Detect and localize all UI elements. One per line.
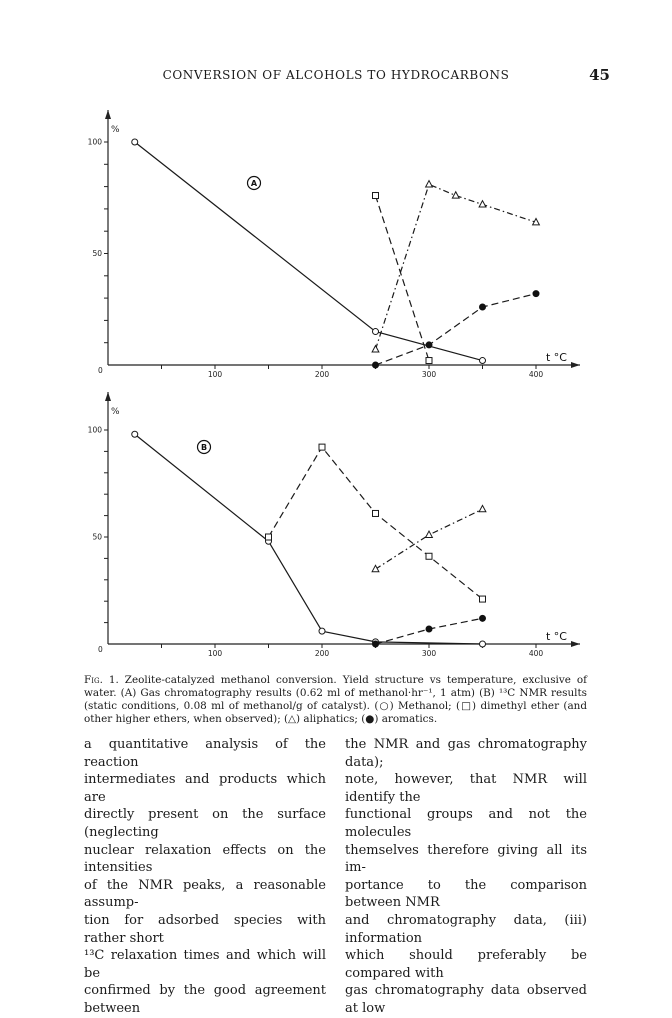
origin-label: 0 [98,645,103,654]
running-head [0,66,672,86]
point-aliphatics [479,505,486,511]
caption-label: Fig. 1. [84,674,119,686]
text-line: ¹³C relaxation times and which will be [84,948,326,981]
x-tick-label: 300 [421,649,437,658]
point-dimethyl-ether [426,553,432,559]
y-axis-label: % [111,125,120,135]
x-tick-label: 200 [314,649,330,658]
text-line: tion for adsorbed species with rather short [84,912,326,946]
point-aromatics [373,641,379,647]
series-line-square-open [269,447,483,599]
text-line: and chromatography data, (iii) information [345,912,587,946]
x-axis-label: t °C [546,351,567,364]
text-line: portance to the comparison between NMR [345,877,587,911]
point-aromatics [426,626,432,632]
y-axis-label: % [111,407,120,417]
point-dimethyl-ether [266,534,272,540]
point-aliphatics [372,565,379,571]
series-line-triangle-open [376,509,483,569]
text-line: functional groups and not the molecules [345,807,587,840]
point-aromatics [426,342,432,348]
point-dimethyl-ether [319,444,325,450]
text-line: intermediates and products which are [84,772,326,805]
running-title: CONVERSION OF ALCOHOLS TO HYDROCARBONS [162,68,510,82]
point-aromatics [480,304,486,310]
x-axis-arrow-icon [571,641,580,647]
y-tick-label: 100 [87,137,102,147]
point-methanol [132,139,138,145]
y-axis-arrow-icon [105,110,111,119]
text-line: themselves therefore giving all its im- [345,842,587,876]
figure-1 [0,100,672,665]
y-tick-label: 100 [87,425,102,435]
point-aromatics [373,362,379,368]
series-line-circle-filled [376,294,537,365]
text-line: of the NMR peaks, a reasonable assump- [84,877,326,911]
point-aliphatics [426,531,433,537]
x-tick-label: 400 [528,649,544,658]
panel-label: A [250,179,258,188]
point-aliphatics [372,346,379,352]
figure-caption [84,674,587,726]
text-line: the NMR and gas chromatography data); [345,737,587,770]
page-number: 45 [589,66,610,84]
point-methanol [373,329,379,335]
point-dimethyl-ether [426,358,432,364]
caption-text: Zeolite-catalyzed methanol conversion. Yield structure vs temperature, exclusive of water. (A) Gas chromatography results (0.62 ml of methanol·hr⁻¹, 1 atm) (B) ¹³C NMR results (static conditions, 0.08 ml of methanol/g of catalyst). (○) Methanol; (□) dimethyl ether (and other higher ethers, when observed); (△) aliphatics; (●) aromatics. [84,674,587,725]
point-dimethyl-ether [373,510,379,516]
series-line-triangle-open [376,184,537,349]
x-axis-label: t °C [546,630,567,643]
series-line-circle-open [135,142,483,361]
text-line: gas chromatography data observed at low [345,983,587,1016]
point-methanol [480,358,486,364]
point-dimethyl-ether [480,596,486,602]
point-methanol [132,431,138,437]
series-line-circle-open [135,434,483,644]
text-line: nuclear relaxation effects on the intensities [84,842,326,876]
x-tick-label: 400 [528,370,544,379]
left-column [84,736,326,1018]
right-column [345,736,587,1018]
text-line: directly present on the surface (neglecting [84,807,326,840]
x-tick-label: 100 [207,370,223,379]
origin-label: 0 [98,366,103,375]
text-line: a quantitative analysis of the reaction [84,737,326,770]
panel-b-chart [88,392,580,658]
panel-label: B [200,443,208,452]
text-line: confirmed by the good agreement between [84,983,326,1016]
x-tick-label: 200 [314,370,330,379]
x-axis-arrow-icon [571,362,580,368]
point-methanol [319,628,325,634]
point-aliphatics [479,201,486,207]
point-dimethyl-ether [373,193,379,199]
point-methanol [480,641,486,647]
text-line: note, however, that NMR will identify the [345,772,587,805]
point-aliphatics [452,192,459,198]
x-tick-label: 300 [421,370,437,379]
y-tick-label: 50 [92,532,102,542]
panel-a-chart [88,110,580,379]
series-line-square-open [376,196,430,361]
y-axis-arrow-icon [105,392,111,401]
point-aromatics [533,291,539,297]
text-line: which should preferably be compared with [345,948,587,981]
y-tick-label: 50 [92,249,102,258]
x-tick-label: 100 [207,649,223,658]
point-aliphatics [426,181,433,187]
point-aromatics [480,615,486,621]
